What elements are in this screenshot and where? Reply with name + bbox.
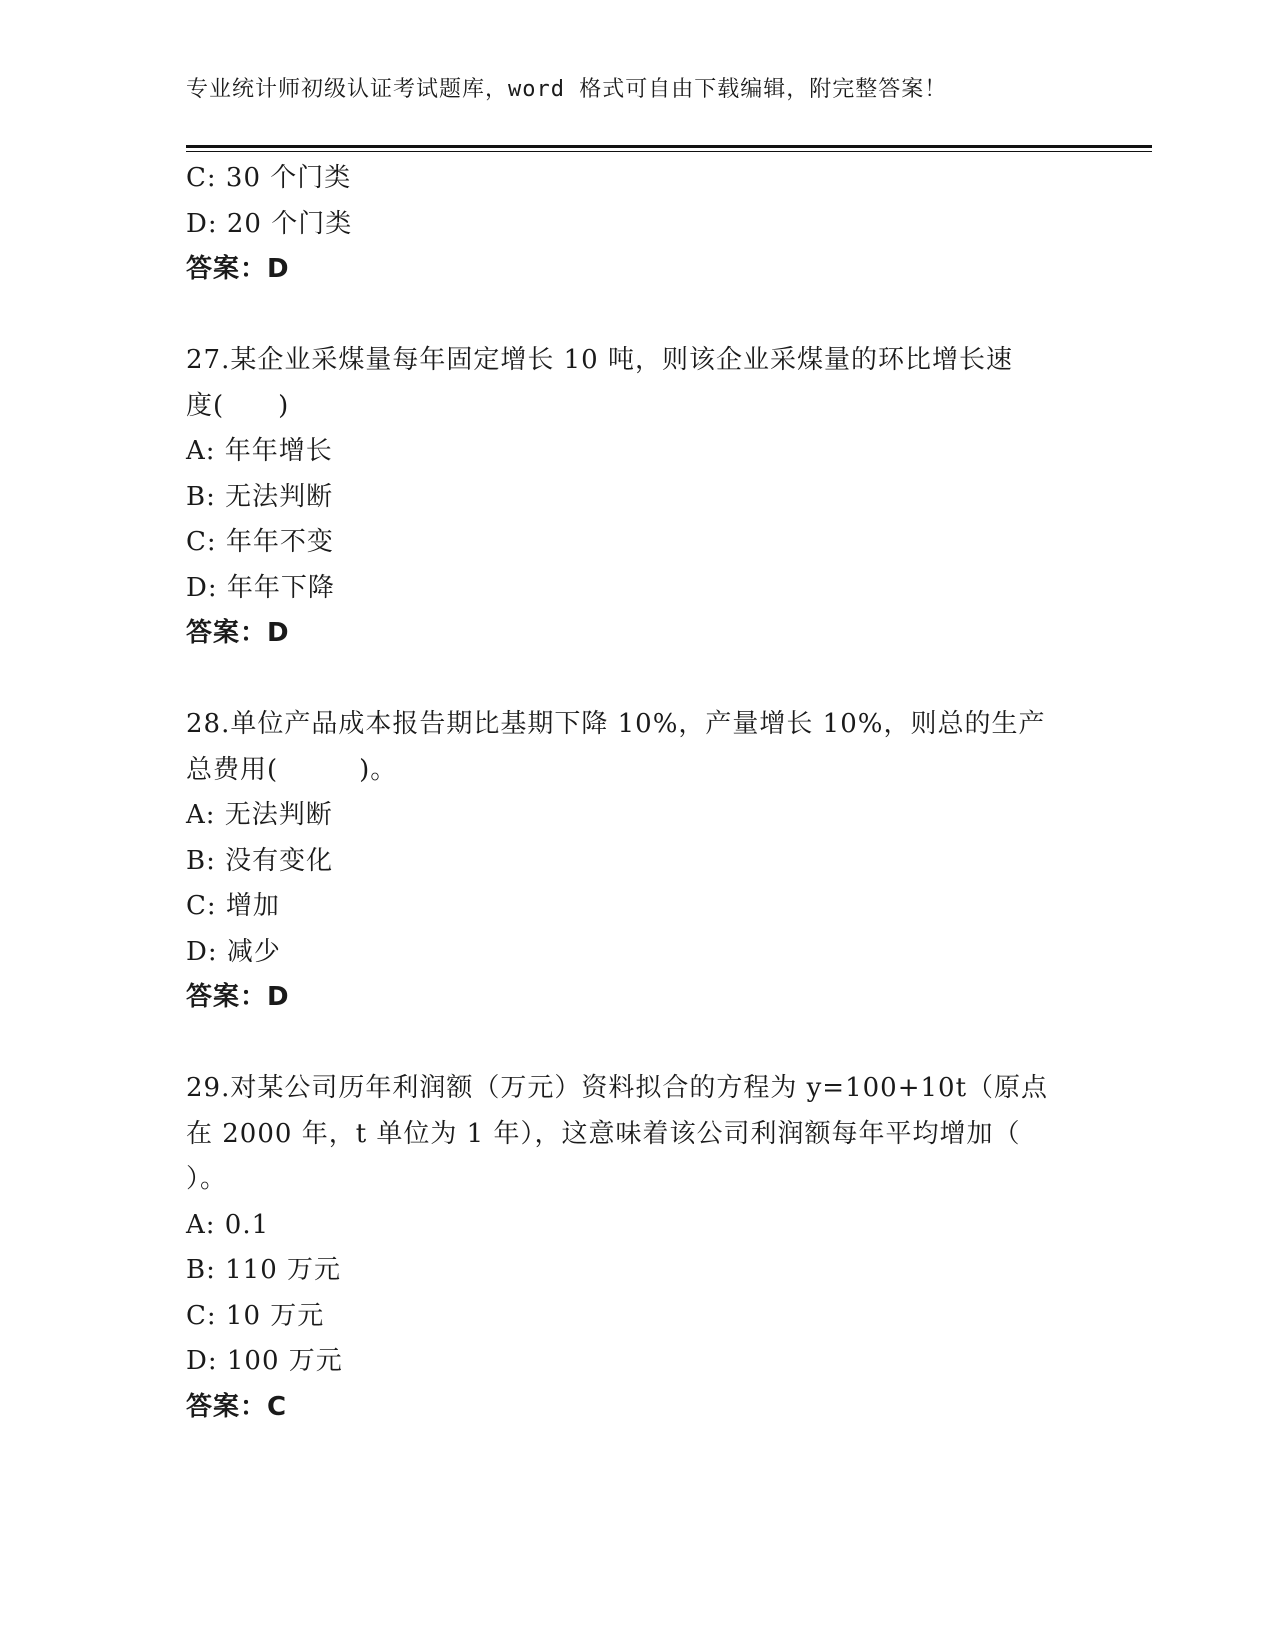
option-a: A: 0.1	[186, 1209, 270, 1240]
option-b: B: 无法判断	[186, 481, 334, 512]
option-b: B: 没有变化	[186, 845, 334, 876]
option-c: C: 30 个门类	[186, 163, 352, 193]
question-stem-line: ）。	[186, 1164, 228, 1194]
option-d: D: 年年下降	[186, 572, 335, 603]
question-stem-line: 29.对某公司历年利润额（万元）资料拟合的方程为 y=100+10t（原点	[186, 1073, 1049, 1103]
spacer	[186, 293, 1066, 339]
option-c: C: 10 万元	[186, 1300, 325, 1331]
option-c: C: 增加	[186, 891, 280, 921]
answer-line: 答案：C	[186, 1391, 288, 1422]
document-body	[186, 156, 1066, 1430]
option-a: A: 年年增长	[186, 436, 333, 466]
option-a: A: 无法判断	[186, 800, 333, 830]
answer-line: 答案：D	[186, 254, 290, 284]
option-d: D: 100 万元	[186, 1346, 343, 1376]
option-b: B: 110 万元	[186, 1255, 342, 1285]
question-27	[186, 338, 1066, 657]
question-stem-line: 总费用( )。	[186, 754, 398, 785]
question-29	[186, 1066, 1066, 1430]
option-c: C: 年年不变	[186, 527, 334, 557]
question-28	[186, 702, 1066, 1021]
option-d: D: 减少	[186, 936, 281, 967]
question-stem-line: 度( )	[186, 390, 290, 421]
answer-line: 答案：D	[186, 982, 290, 1012]
spacer	[186, 1021, 1066, 1067]
question-stem-line: 27.某企业采煤量每年固定增长 10 吨，则该企业采煤量的环比增长速	[186, 345, 1013, 375]
page-header: 专业统计师初级认证考试题库，word 格式可自由下载编辑，附完整答案！	[186, 77, 948, 102]
question-26-tail	[186, 156, 1066, 293]
question-stem-line: 在 2000 年，t 单位为 1 年），这意味着该公司利润额每年平均增加（	[186, 1118, 1021, 1149]
answer-line: 答案：D	[186, 618, 290, 648]
question-stem-line: 28.单位产品成本报告期比基期下降 10%，产量增长 10%，则总的生产	[186, 709, 1046, 739]
option-d: D: 20 个门类	[186, 208, 353, 239]
spacer	[186, 657, 1066, 703]
header-rule-thin	[186, 151, 1152, 152]
header-rule-thick	[186, 145, 1152, 148]
